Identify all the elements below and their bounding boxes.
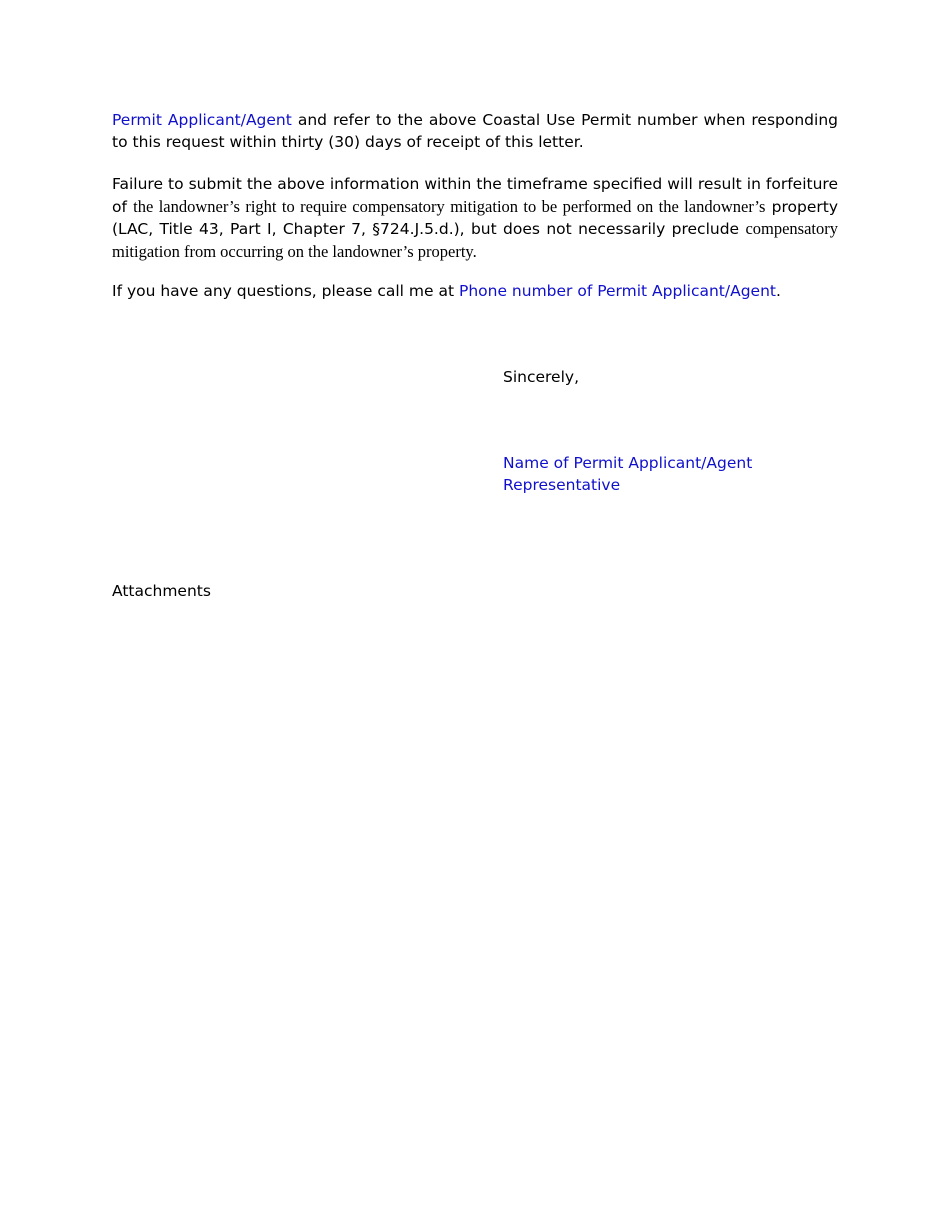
- placeholder-phone-number: Phone number of Permit Applicant/Agent: [458, 282, 776, 300]
- paragraph-forfeiture-notice: [112, 174, 838, 263]
- paragraph-questions: [112, 281, 838, 303]
- paragraph-text: If you have any questions, please call me at: [112, 282, 459, 300]
- placeholder-signer-name: Name of Permit Applicant/Agent: [503, 454, 753, 472]
- signature-block: [503, 453, 752, 496]
- placeholder-signer-title: Representative: [503, 475, 621, 494]
- closing-salutation: Sincerely,: [503, 368, 580, 386]
- paragraph-text-serif: the landowner’s right to require compensatory mitigation to be performed on the landowner’s: [133, 196, 766, 216]
- paragraph-text-serif: compensatory mitigation from occurring on the landowner’s property.: [112, 219, 838, 261]
- paragraph-response-instructions: [112, 110, 838, 153]
- attachments-label: Attachments: [112, 582, 211, 600]
- paragraph-text: and refer to the above Coastal Use Permit number when responding to this request within thirty (30) days of receipt of this letter.: [112, 111, 838, 151]
- paragraph-text: .: [775, 282, 781, 300]
- paragraph-text: Failure to submit the above information within the timeframe specified will result in forfeiture of: [112, 175, 838, 216]
- paragraph-text: property (LAC, Title 43, Part I, Chapter 7, §724.J.5.d.), but does not necessarily preclude: [112, 197, 839, 238]
- placeholder-permit-applicant: Permit Applicant/Agent: [112, 111, 292, 129]
